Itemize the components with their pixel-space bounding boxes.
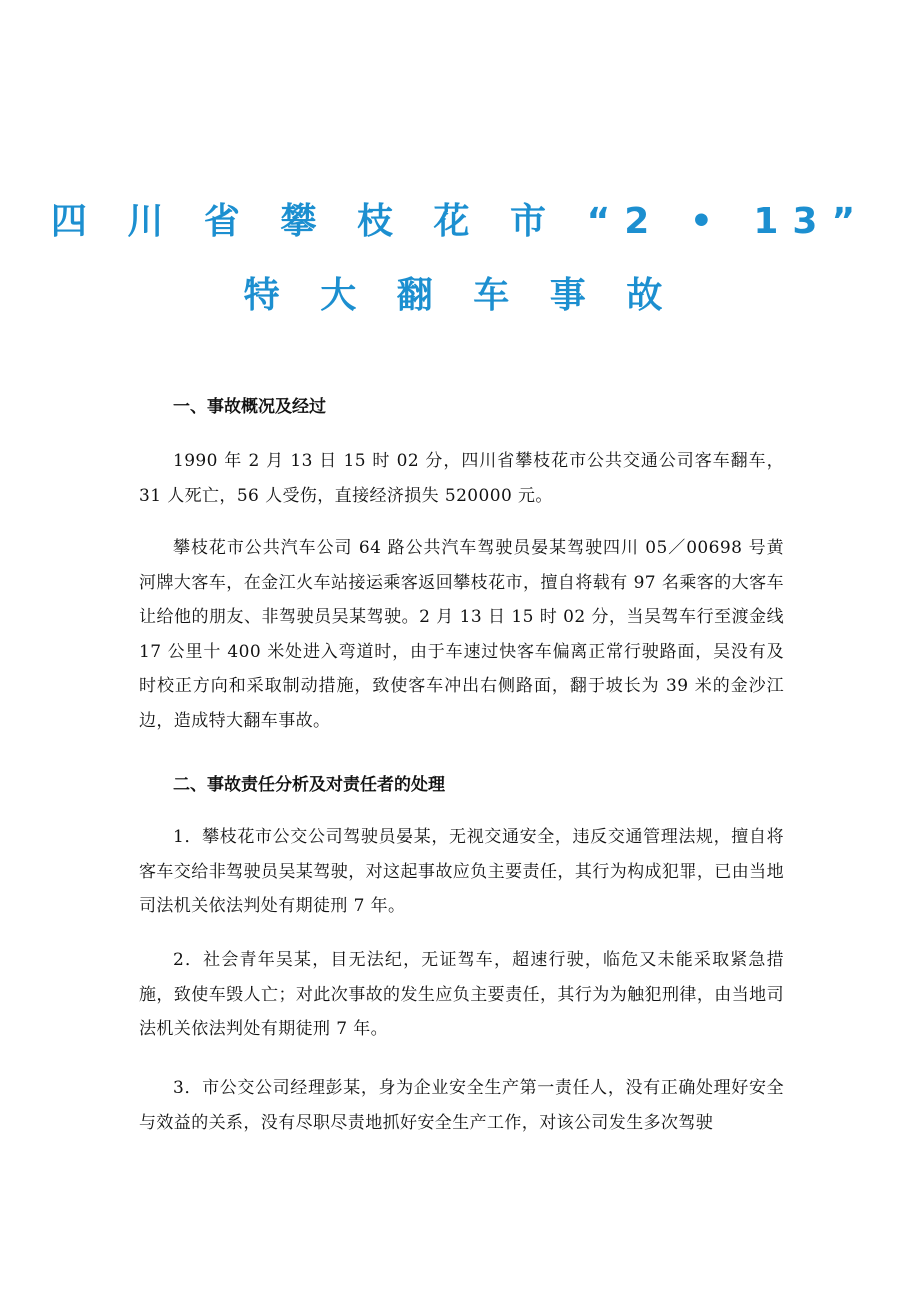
section-2-heading: 二、事故责任分析及对责任者的处理 bbox=[173, 775, 445, 795]
section-2-paragraph-1: 1．攀枝花市公交公司驾驶员晏某，无视交通安全，违反交通管理法规，擅自将客车交给非驾驶员吴某驾驶，对这起事故应负主要责任，其行为构成犯罪，已由当地司法机关依法判处有期徒刑 7 年。 bbox=[139, 827, 784, 917]
section-1-heading: 一、事故概况及经过 bbox=[173, 397, 326, 417]
section-2-paragraph-2: 2．社会青年吴某，目无法纪，无证驾车，超速行驶，临危又未能采取紧急措施，致使车毁人亡；对此次事故的发生应负主要责任，其行为为触犯刑律，由当地司法机关依法判处有期徒刑 7 年。 bbox=[139, 950, 784, 1040]
section-1-paragraph-2: 攀枝花市公共汽车公司 64 路公共汽车驾驶员晏某驾驶四川 05／00698 号黄河牌大客车，在金江火车站接运乘客返回攀枝花市，擅自将载有 97 名乘客的大客车让给他的朋友、非驾驶员吴某驾驶。2 月 13 日 15 时 02 分，当吴驾车行至渡金线 17 公里十 400 米处进入弯道时，由于车速过快客车偏离正常行驶路面，吴没有及时校正方向和采取制动措施，致使客车冲出右侧路面，翻于坡长为 39 米的金沙江边，造成特大翻车事故。 bbox=[139, 538, 784, 731]
document-title-line-2: 特 大 翻 车 事 故 bbox=[243, 275, 677, 316]
section-2-paragraph-3: 3．市公交公司经理彭某，身为企业安全生产第一责任人，没有正确处理好安全与效益的关系，没有尽职尽责地抓好安全生产工作，对该公司发生多次驾驶 bbox=[139, 1078, 784, 1133]
section-1-paragraph-1: 1990 年 2 月 13 日 15 时 02 分，四川省攀枝花市公共交通公司客车翻车，31 人死亡，56 人受伤，直接经济损失 520000 元。 bbox=[139, 451, 784, 506]
document-title-line-1: 四 川 省 攀 枝 花 市 “2 • 13” bbox=[50, 201, 870, 242]
